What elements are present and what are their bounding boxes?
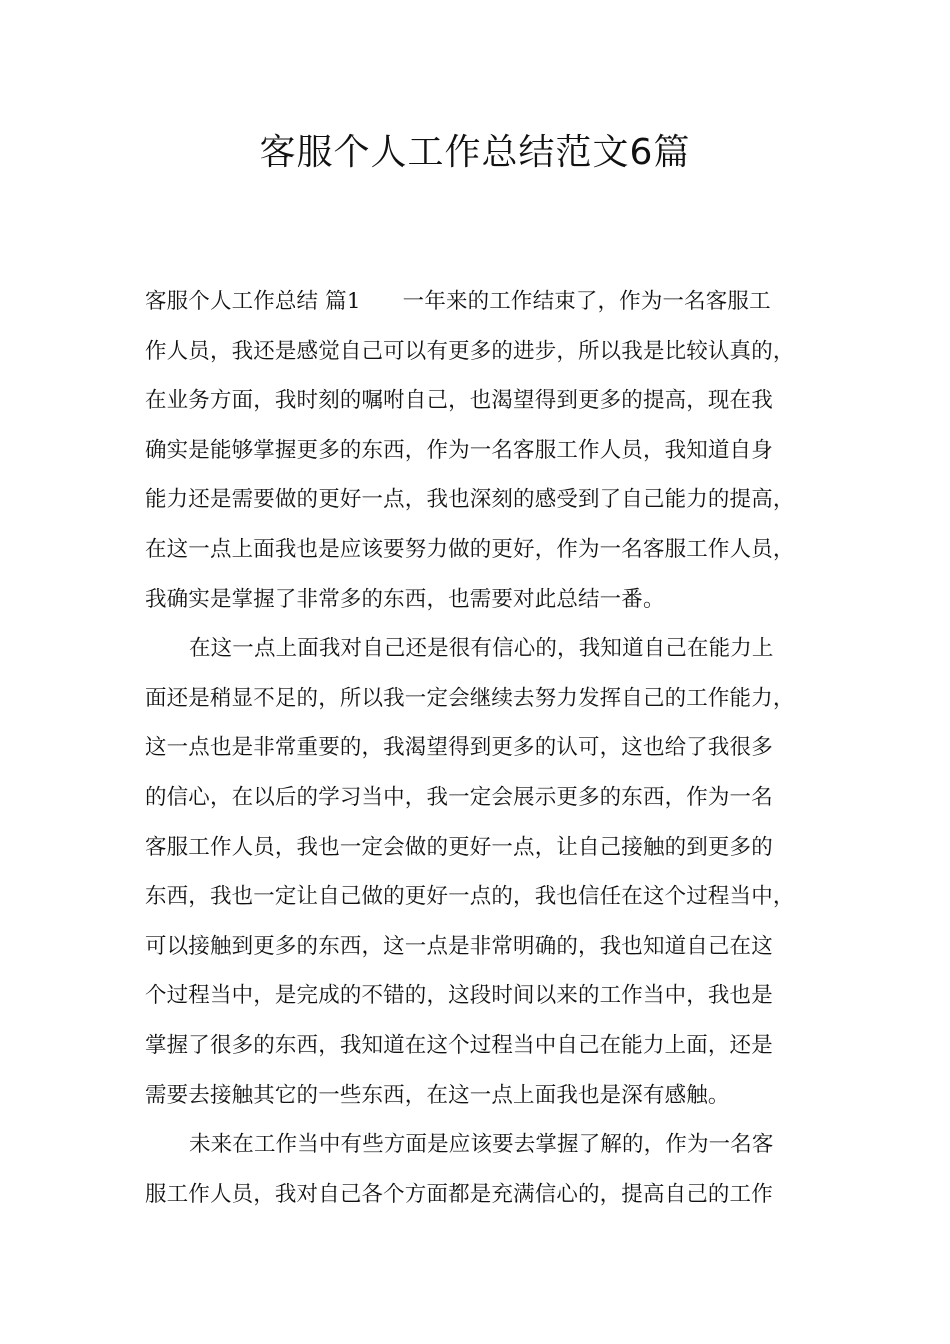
paragraph-line xyxy=(145,284,825,334)
paragraph-line: 掌握了很多的东西，我知道在这个过程当中自己在能力上面，还是 xyxy=(145,1032,773,1058)
paragraph-line: 东西，我也一定让自己做的更好一点的，我也信任在这个过程当中， xyxy=(145,884,795,910)
paragraph-line: 可以接触到更多的东西，这一点是非常明确的，我也知道自己在这 xyxy=(145,933,773,959)
paragraph-line: 在这一点上面我也是应该要努力做的更好，作为一名客服工作人员， xyxy=(145,536,795,562)
paragraph-line: 在业务方面，我时刻的嘱咐自己，也渴望得到更多的提高，现在我 xyxy=(145,388,773,414)
paragraph-line: 在这一点上面我对自己还是很有信心的，我知道自己在能力上 xyxy=(189,636,774,662)
paragraph-text: 一年来的工作结束了，作为一名客服工 xyxy=(402,289,771,314)
paragraph-line: 未来在工作当中有些方面是应该要去掌握了解的，作为一名客 xyxy=(189,1132,774,1158)
paragraph-line: 作人员，我还是感觉自己可以有更多的进步，所以我是比较认真的， xyxy=(145,338,795,364)
document-title: 客服个人工作总结范文6篇 xyxy=(259,132,691,173)
paragraph-line: 的信心，在以后的学习当中，我一定会展示更多的东西，作为一名 xyxy=(145,784,773,810)
paragraph-line: 确实是能够掌握更多的东西，作为一名客服工作人员，我知道自身 xyxy=(145,437,773,463)
document-body xyxy=(145,284,825,1226)
paragraph-line: 服工作人员，我对自己各个方面都是充满信心的，提高自己的工作 xyxy=(145,1181,773,1207)
paragraph-line: 个过程当中，是完成的不错的，这段时间以来的工作当中，我也是 xyxy=(145,983,773,1009)
paragraph-line: 需要去接触其它的一些东西，在这一点上面我也是深有感触。 xyxy=(145,1082,730,1108)
paragraph-line: 客服工作人员，我也一定会做的更好一点，让自己接触的到更多的 xyxy=(145,834,773,860)
paragraph-line: 能力还是需要做的更好一点，我也深刻的感受到了自己能力的提高， xyxy=(145,487,795,513)
paragraph-line: 我确实是掌握了非常多的东西，也需要对此总结一番。 xyxy=(145,586,665,612)
section-heading: 客服个人工作总结 篇1 xyxy=(145,289,361,314)
paragraph-line: 面还是稍显不足的，所以我一定会继续去努力发挥自己的工作能力， xyxy=(145,685,795,711)
paragraph-line: 这一点也是非常重要的，我渴望得到更多的认可，这也给了我很多 xyxy=(145,735,773,761)
